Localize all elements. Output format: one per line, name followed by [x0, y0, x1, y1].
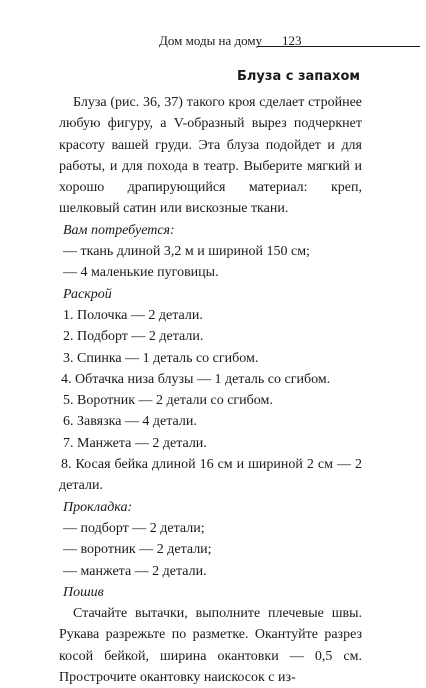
- cutting-item: 3. Спинка — 1 деталь со сгибом.: [63, 350, 259, 366]
- intro-paragraph: Блуза (рис. 36, 37) такого кроя сделает стройнее любую фигуру, а V-образный вырез подчеркнет красоту вашей груди. Эта блуза подойдет и для работы, и для похода в театр. Выберите мягкий и хорошо драпирующийся материал: креп, шелковый сатин или вискозные ткани.: [59, 95, 362, 217]
- cutting-heading: Раскрой: [63, 286, 112, 302]
- interfacing-item: — воротник — 2 детали;: [63, 542, 212, 558]
- interfacing-heading: Прокладка:: [63, 499, 133, 515]
- sewing-paragraph: Стачайте вытачки, выполните плечевые швы. Рукава разрежьте по разметке. Окантуйте разрез косой бейкой, ширина окантовки — 0,5 см. Прострочите окантовку наискосок с из-: [59, 606, 362, 686]
- sewing-heading: Пошив: [63, 584, 104, 600]
- cutting-item: 5. Воротник — 2 детали со сгибом.: [63, 393, 273, 409]
- materials-item: — ткань длиной 3,2 м и шириной 150 см;: [63, 244, 310, 260]
- running-title: Дом моды на дому: [159, 33, 263, 48]
- page-number: 123: [282, 33, 302, 48]
- cutting-item: 1. Полочка — 2 детали.: [63, 307, 203, 323]
- interfacing-item: — подборт — 2 детали;: [63, 520, 205, 536]
- cutting-item: 2. Подборт — 2 детали.: [63, 329, 204, 345]
- running-head: [0, 33, 426, 53]
- body-text: [59, 92, 362, 688]
- section-title: Блуза с запахом: [236, 69, 360, 84]
- materials-item: — 4 маленькие пуговицы.: [63, 265, 219, 281]
- interfacing-item: — манжета — 2 детали.: [63, 563, 207, 579]
- materials-heading: Вам потребуется:: [63, 222, 175, 238]
- cutting-item: 8. Косая бейка длиной 16 см и шириной 2 см — 2 детали.: [59, 457, 362, 494]
- cutting-item: 7. Манжета — 2 детали.: [63, 435, 207, 451]
- cutting-item: 6. Завязка — 4 детали.: [63, 414, 197, 430]
- cutting-item: 4. Обтачка низа блузы — 1 деталь со сгибом.: [61, 371, 331, 387]
